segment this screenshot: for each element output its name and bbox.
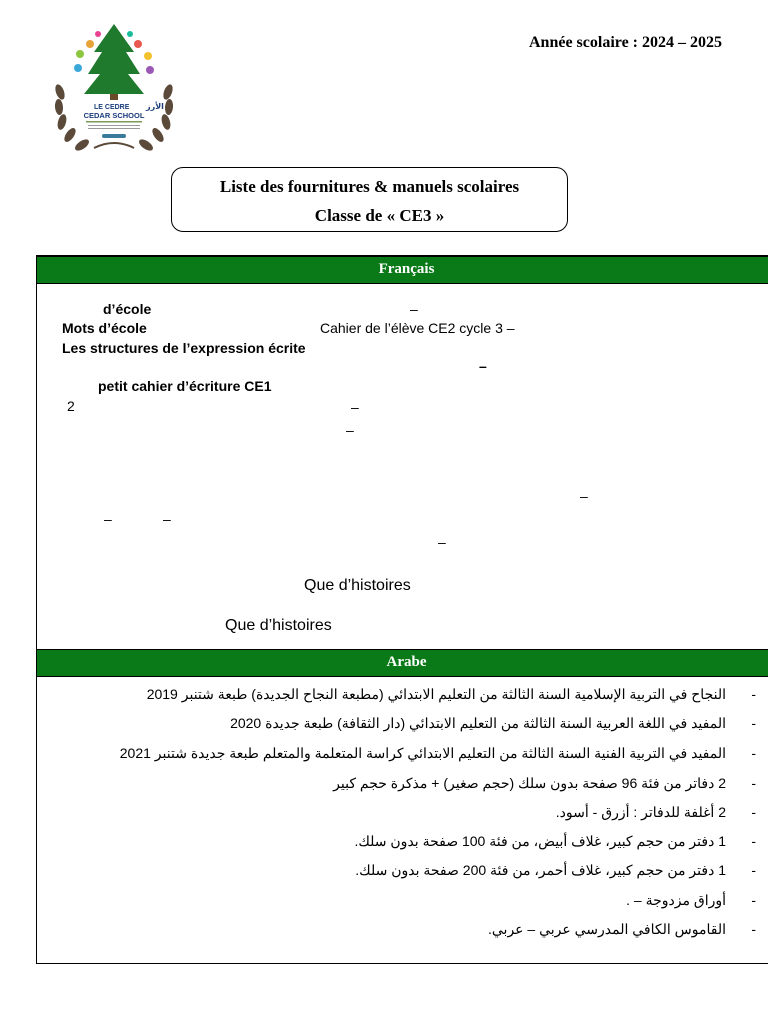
section-heading-french: Français <box>37 256 768 284</box>
section-heading-arabic: Arabe <box>37 649 768 677</box>
list-item-text: 1 دفتر من حجم كبير، غلاف أبيض، من فئة 100 صفحة بدون سلك. <box>354 833 726 849</box>
page-title: Liste des fournitures & manuels scolaires <box>219 177 520 196</box>
title-box <box>171 167 568 232</box>
list-item: – <box>346 422 354 438</box>
supplies-table <box>36 255 768 964</box>
logo-name-en: CEDAR SCHOOL <box>83 111 145 120</box>
list-item: – <box>438 534 446 550</box>
list-item-text: المفيد في اللغة العربية السنة الثالثة من التعليم الابتدائي (دار الثقافة) طبعة جديدة 2020 <box>230 715 726 731</box>
list-item: Cahier de l’élève CE2 cycle 3 – <box>320 320 515 336</box>
list-item-text: 1 دفتر من حجم كبير، غلاف أحمر، من فئة 200 صفحة بدون سلك. <box>355 862 726 878</box>
list-item <box>626 892 756 909</box>
list-bullet: - <box>751 715 756 731</box>
list-item: – <box>104 511 112 527</box>
list-item: petit cahier d’écriture CE1 <box>98 378 272 394</box>
list-item <box>555 804 756 821</box>
list-item-text: القاموس الكافي المدرسي عربي – عربي. <box>487 921 726 937</box>
list-item <box>230 715 756 732</box>
list-item: Les structures de l’expression écrite <box>62 340 306 356</box>
list-bullet: - <box>751 745 756 761</box>
list-item <box>355 862 756 879</box>
list-bullet: - <box>751 833 756 849</box>
list-item-text: 2 دفاتر من فئة 96 صفحة بدون سلك (حجم صغير) + مذكرة حجم كبير <box>333 775 726 791</box>
list-item <box>487 921 756 938</box>
list-bullet: - <box>751 862 756 878</box>
list-item: 2 <box>67 398 75 414</box>
list-item <box>146 686 756 703</box>
list-item: – <box>163 511 171 527</box>
list-item: – <box>410 301 418 317</box>
list-item: Que d’histoires <box>304 577 411 594</box>
list-bullet: - <box>751 775 756 791</box>
list-item-text: النجاح في التربية الإسلامية السنة الثالثة من التعليم الابتدائي (مطبعة النجاح الجديدة) طبعة شتنبر 2019 <box>146 686 726 702</box>
list-item-text: المفيد في التربية الفنية السنة الثالثة من التعليم الابتدائي كراسة المتعلمة والمتعلم طبعة جديدة شتنبر 2021 <box>119 745 726 761</box>
list-item: d’école <box>103 301 152 317</box>
list-bullet: - <box>751 686 756 702</box>
list-item: – <box>479 358 487 374</box>
class-title: Classe de « CE3 » <box>314 206 445 225</box>
list-item <box>354 833 756 850</box>
list-bullet: - <box>751 804 756 820</box>
logo-name-fr: LE CEDRE <box>94 104 130 111</box>
list-item <box>119 745 756 762</box>
list-item-text: 2 أغلفة للدفاتر : أزرق - أسود. <box>555 804 726 820</box>
list-bullet: - <box>751 921 756 937</box>
list-item: – <box>580 488 588 504</box>
list-item: Que d’histoires <box>225 617 332 634</box>
logo-name-ar: الأرز <box>146 102 164 111</box>
school-logo <box>50 22 178 158</box>
list-item: – <box>351 399 359 415</box>
list-item-text: أوراق مزدوجة – . <box>626 892 726 908</box>
list-item: Mots d’école <box>62 320 147 336</box>
school-year: Année scolaire : 2024 – 2025 <box>528 34 722 51</box>
list-item <box>333 775 756 792</box>
list-bullet: - <box>751 892 756 908</box>
